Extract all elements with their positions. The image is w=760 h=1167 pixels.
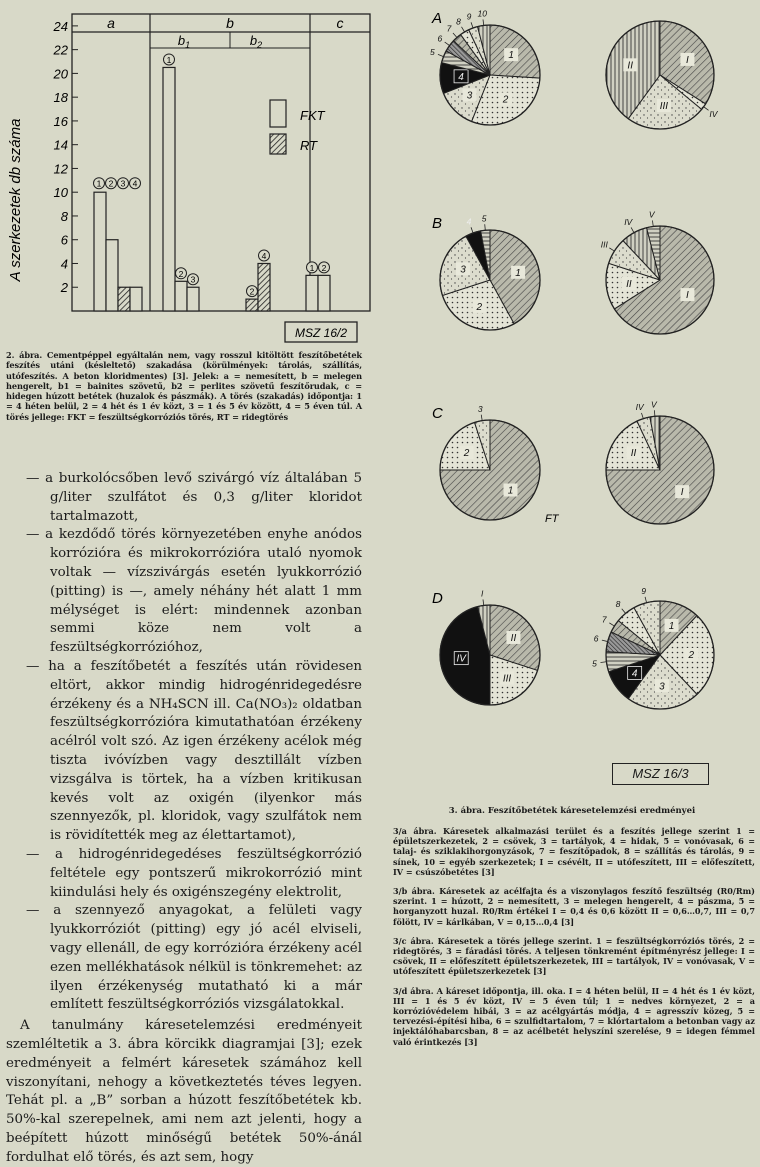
- slice-label: IV: [624, 217, 633, 228]
- caption-3b: 3/b ábra. Káresetek az acélfajta és a viszonylagos feszítő feszültség (R0/Rm) szerint. 1 = húzott, 2 = nemesített, 3 = melegen hengerelt, 4 = pászma, 5 = horganyzott huzal. R0/Rm értékei I = 0,4 és 0,6 között II = 0,6…0,7, III = 0,7 fölött, IV = kárlkában, V = 0,15…0,4 [3]: [393, 886, 755, 927]
- slice-leader: [485, 224, 486, 230]
- time-class-label: 1: [309, 262, 315, 273]
- slice-label: II: [626, 278, 632, 290]
- list-item: — ha a feszítőbetét a feszítés után rövidesen eltört, akkor mindig hidrogénridegedésre érzékeny és a NH₄SCN ill. Ca(NO₃)₂ oldatban feszültségkorrózióra kimutathatóan érzékeny acélról volt szó. Az igen érzékeny acélok még tiszta ivóvízben vagy desztillált vízben vizsgálva is törtek, ha a vízben kritikusan kevés volt az oxigén (ilyenkor más szennyezők, pl. kloridok, vagy szulfátok nem is rövidítették meg az élettartamot),: [26, 658, 362, 844]
- y-tick-label: 22: [53, 42, 68, 58]
- slice-label: 4: [466, 216, 472, 227]
- slice-label: 5: [592, 658, 597, 669]
- slice-label: 5: [481, 213, 487, 224]
- slice-leader: [481, 415, 482, 421]
- slice-leader: [471, 22, 473, 28]
- slice-label: 1: [508, 50, 514, 62]
- subgroup-label: $b_1$: [177, 33, 191, 50]
- legend-rt-label: RT: [300, 138, 318, 153]
- slice-leader: [631, 227, 634, 232]
- bar: [306, 275, 318, 311]
- list-item: — a hidrogénridegedéses feszültségkorrózió feltétele egy pontszerű mikrokorrózió mint kiindulási hely és oxigénszegény elektrolit,: [26, 846, 362, 900]
- slice-label: 2: [476, 301, 483, 313]
- slice-label: I: [680, 487, 684, 499]
- time-class-label: 4: [132, 178, 138, 189]
- slice-label: 6: [437, 33, 443, 44]
- slice-label: 9: [641, 586, 646, 597]
- slice-label: II: [630, 448, 637, 460]
- slice-label: 9: [466, 11, 472, 22]
- fig2-stamp: MSZ 16/2: [294, 326, 348, 340]
- row-label: B: [432, 215, 443, 232]
- y-tick-label: 12: [53, 161, 68, 177]
- slice-label: 7: [446, 23, 452, 34]
- y-axis-label: A szerkezetek db száma: [7, 118, 24, 282]
- slice-label: 1: [668, 620, 675, 632]
- figure3-pies: [390, 0, 760, 800]
- list-item: — a kezdődő törés környezetében enyhe anódos korrózióra és mikrokorrózióra utaló nyomok voltak — vízszivárgás esetén lyukkorrózió (pitting) is —, amely néhány hét alatt 1 mm mélységet is elért: mindennek azonban semmi köze nem volt a feszültségkorrózióhoz,: [26, 527, 362, 656]
- slice-label: I: [686, 54, 689, 66]
- row-label: A: [432, 10, 443, 27]
- bar: [187, 287, 199, 311]
- caption-3c: 3/c ábra. Káresetek a törés jellege szerint. 1 = feszültségkorróziós törés, 2 = ridegtörés, 3 = fáradási törés. A teljesen tönkremént építményrész jellege: I = csövek, II = előfeszített épületszerkezetek, III = tartályok, IV = vonóvasak, V = utófeszített épületszerkezetek [3]: [393, 935, 755, 977]
- slice-leader: [600, 662, 606, 663]
- slice-leader: [609, 248, 614, 251]
- bar: [106, 240, 118, 311]
- time-class-label: 2: [178, 268, 184, 279]
- y-tick-label: 18: [53, 90, 68, 106]
- slice-leader: [645, 597, 646, 603]
- slice-label: 1: [515, 267, 521, 279]
- slice-label: II: [627, 60, 633, 72]
- y-tick-label: 16: [53, 113, 68, 129]
- slice-label: 10: [477, 8, 487, 19]
- slice-label: III: [600, 239, 608, 250]
- bar: [118, 287, 130, 311]
- legend-fkt-swatch: [270, 100, 286, 127]
- figure3-captions: [393, 826, 755, 1056]
- bar: [246, 299, 258, 311]
- slice-label: V: [650, 399, 657, 410]
- y-tick-label: 20: [53, 66, 68, 82]
- row-label: D: [432, 590, 443, 607]
- figure2-chart: [0, 0, 380, 350]
- time-class-label: 1: [166, 54, 172, 65]
- slice-leader: [652, 220, 653, 226]
- group-label: b: [226, 15, 234, 31]
- legend-fkt-label: FKT: [300, 108, 325, 123]
- y-tick-label: 6: [60, 232, 68, 248]
- slice-label: 2: [688, 650, 695, 661]
- time-class-label: 2: [249, 286, 255, 297]
- slice-label: I: [481, 588, 484, 599]
- body-text: [6, 470, 362, 1167]
- slice-leader: [471, 227, 473, 233]
- slice-label: 8: [615, 599, 621, 610]
- slice-label: III: [659, 101, 669, 113]
- time-class-label: 1: [96, 178, 102, 189]
- slice-leader: [704, 107, 709, 111]
- row-label: C: [432, 405, 443, 422]
- bar: [175, 281, 187, 311]
- slice-label: IV: [709, 108, 718, 119]
- body-paragraph: A tanulmány káresetelemzési eredményeit szemléltetik a 3. ábra körcikk diagramjai [3]; ezek eredményeit a felmért káresetek számához kell viszonyítani, nehogy a következtetés téves legyen. Tehát pl. a „B” sorban a húzott feszítőbetétek kb. 50%-kal szerepelnek, ami nem azt jelenti, hogy a beépített húzott minőségű betétek 50%-ánál fordulhat elő törés, és azt sem, hogy: [6, 1018, 362, 1165]
- time-class-label: 3: [120, 178, 126, 189]
- slice-label: 4: [631, 668, 638, 680]
- caption-3d: 3/d ábra. A káreset időpontja, ill. oka. I = 4 héten belül, II = 4 hét és 1 év közt, III = 1 és 5 év közt, IV = 5 éven túl; 1 = nedves környezet, 2 = a korrózióvédelem hibái, 3 = az acélgyártás módja, 4 = agresszív közeg, 5 = tervezési-építési hiba, 6 = szulfidtartalom, 7 = klórtartalom a betonban vagy az injektálóhabarcsban, 8 = az acélbetét helyszíni szerelése, 9 = idegen fémmel való érintkezés [3]: [393, 985, 755, 1047]
- slice-label: 6: [593, 633, 599, 644]
- list-item: — a szennyező anyagokat, a felületi vagy lyukkorróziót (pitting) egy jó acél elviseli, vagy ellenáll, de egy korrózióra érzékeny acél ezen mellékhatások nélkül is tönkremehet: az ilyen érzékenység mutatható ki a már említett feszültségkorróziós vizsgálatokkal.: [26, 903, 362, 1013]
- time-class-label: 2: [108, 178, 114, 189]
- slice-label: II: [510, 632, 517, 644]
- slice-leader: [602, 640, 608, 641]
- slice-leader: [483, 599, 484, 605]
- y-tick-label: 24: [53, 18, 68, 34]
- slice-label: III: [502, 673, 512, 685]
- y-tick-label: 4: [60, 256, 68, 272]
- time-class-label: 3: [190, 274, 196, 285]
- slice-label: 2: [463, 447, 470, 459]
- slice-label: I: [686, 290, 689, 302]
- legend-rt-swatch: [270, 134, 286, 154]
- bar: [258, 263, 270, 311]
- slice-label: 3: [659, 681, 665, 693]
- slice-label: IV: [635, 402, 644, 413]
- fig3-stamp: MSZ 16/3: [612, 763, 709, 785]
- slice-leader: [483, 19, 484, 25]
- figure2-caption: 2. ábra. Cementpéppel egyáltalán nem, vagy rosszul kitöltött feszítőbetétek feszítés utáni (késleltető) szakadása (körülmények: tárolás, szállítás, utófeszítés. A beton kloridmentes) [3]. Jelek: a = nemesített, b = melegen hengerelt, b1 = bainites szövetű, b2 = perlites szövetű feszítőrudak, c = hidegen húzott betétek (huzalok és pászmák). A törés (szakadás) időpontja: 1 = 4 héten belül, 2 = 4 hét és 1 év közt, 3 = 1 és 5 év között, 4 = 5 éven túl. A törés jellege: FKT = feszültségkorróziós törés, RT = ridegtörés: [6, 350, 362, 422]
- slice-leader: [654, 410, 655, 416]
- bar: [130, 287, 142, 311]
- slice-leader: [622, 609, 626, 614]
- slice-label: 1: [507, 485, 514, 497]
- slice-label: 3: [477, 403, 483, 414]
- time-class-label: 4: [261, 250, 267, 261]
- slice-label: 2: [502, 94, 509, 106]
- slice-label: 3: [460, 264, 466, 276]
- bar: [318, 275, 330, 311]
- y-tick-label: 8: [60, 208, 68, 224]
- group-label: a: [107, 15, 115, 31]
- y-tick-label: 14: [53, 137, 68, 153]
- subgroup-label: $b_2$: [249, 33, 263, 50]
- slice-label: 4: [458, 71, 464, 83]
- slice-label: IV: [456, 653, 466, 665]
- slice-label: 5: [429, 47, 435, 58]
- slice-leader: [641, 413, 643, 419]
- y-tick-label: 2: [60, 280, 68, 296]
- bar: [94, 192, 106, 311]
- slice-leader: [453, 33, 457, 38]
- slice-leader: [461, 27, 464, 32]
- slice-label: 8: [456, 16, 461, 27]
- slice-label: 3: [466, 90, 473, 102]
- slice-label: V: [648, 209, 655, 220]
- slice-leader: [609, 623, 614, 626]
- y-tick-label: 10: [53, 185, 68, 201]
- list-item: — a burkolócsőben levő szivárgó víz általában 5 g/liter szulfátot és 0,3 g/liter kloridot tartalmazott,: [26, 471, 362, 524]
- slice-leader: [438, 54, 444, 56]
- time-class-label: 2: [321, 262, 327, 273]
- figure3-title: 3. ábra. Feszítőbetétek káresetelemzési eredményei: [448, 806, 696, 816]
- group-label: c: [336, 15, 344, 31]
- bar: [163, 67, 175, 311]
- slice-label: 7: [601, 614, 607, 625]
- slice-leader: [445, 42, 450, 46]
- caption-3a: 3/a ábra. Káresetek alkalmazási terület és a feszítés jellege szerint 1 = épületszerkezetek, 2 = csövek, 3 = tartályok, 4 = hidak, 5 = vonóvasak, 6 = talaj- és sziklakihorgonyzások, 7 = feszítőpadok, 8 = szállítás és tárolás, 9 = sínek, 10 = egyéb szerkezetek; I = csévélt, II = utófeszített, III = előfeszített, IV = csúszóbetétes [3]: [393, 826, 755, 877]
- row-note: FT: [545, 513, 559, 525]
